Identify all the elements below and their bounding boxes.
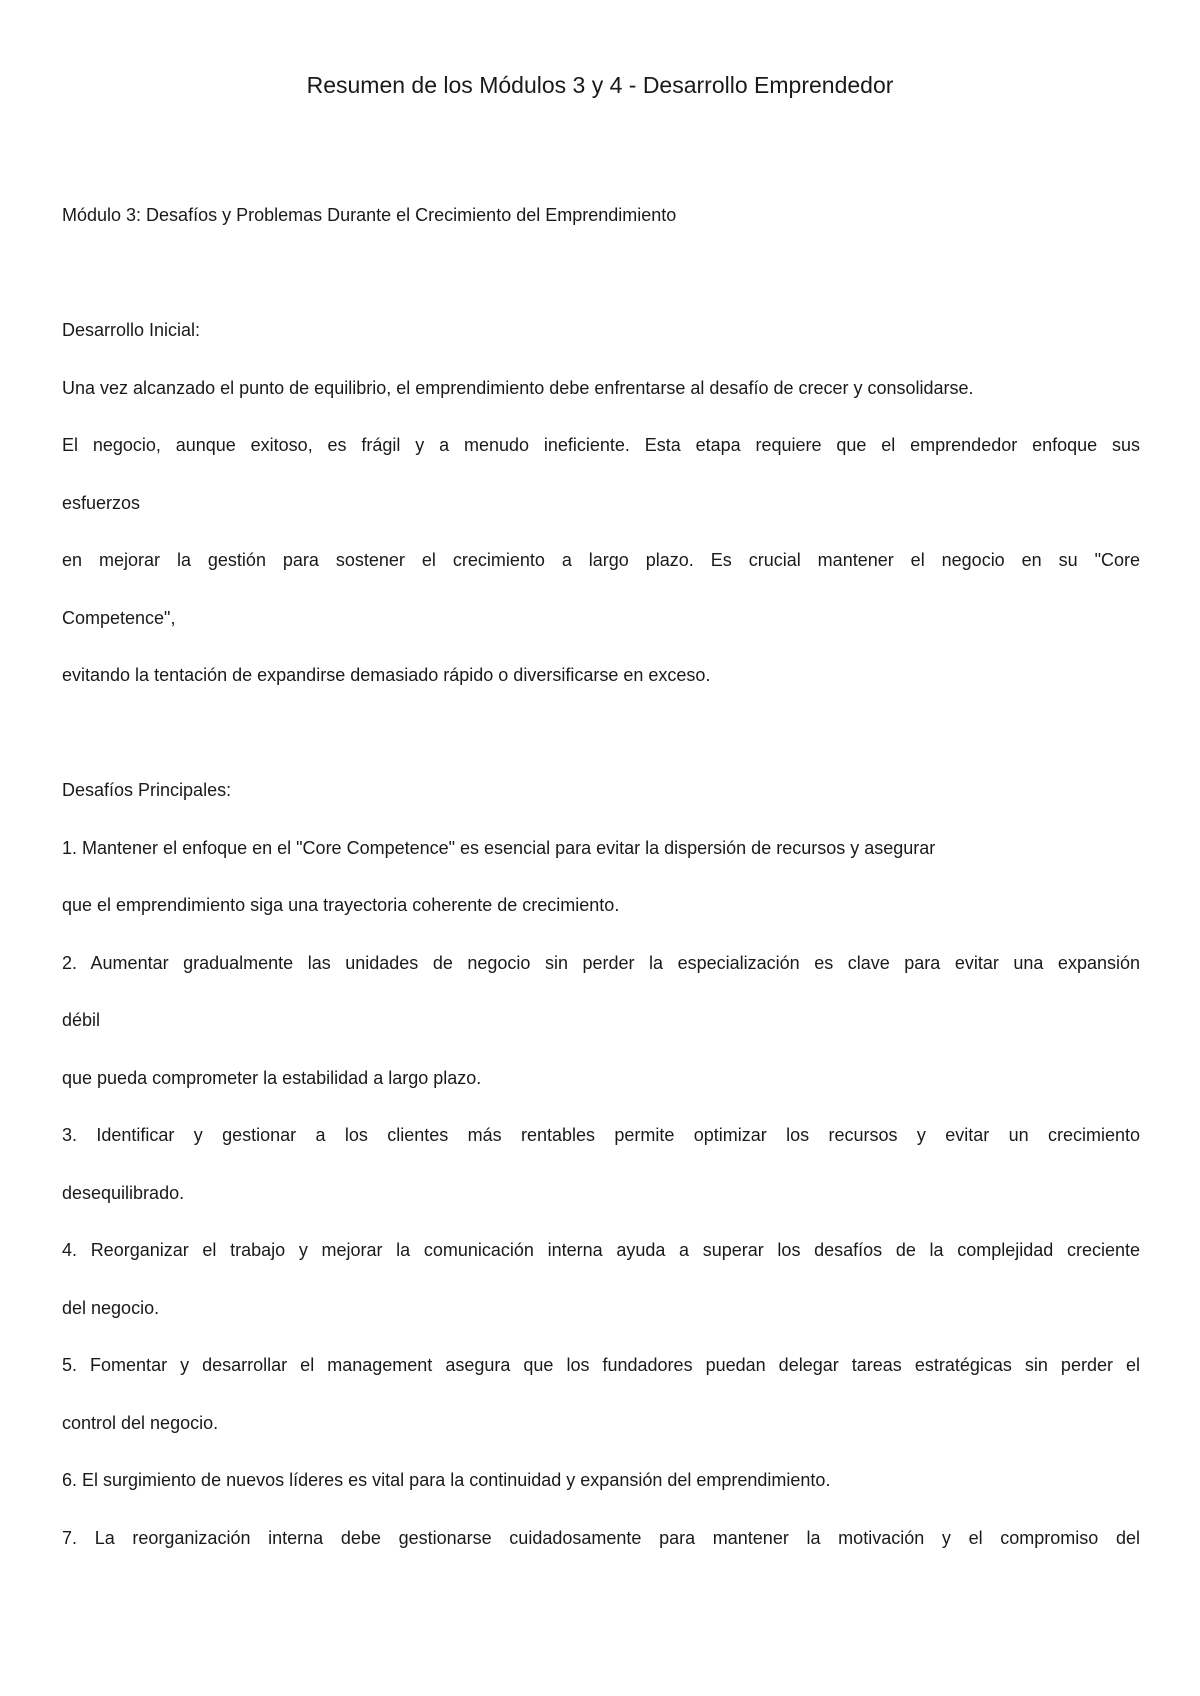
document-body [62,187,1140,1567]
main-challenges-heading: Desafíos Principales: [62,780,232,800]
paragraph-line: en mejorar la gestión para sostener el crecimiento a largo plazo. Es crucial mantener el negocio en su "Core [62,550,1140,570]
spacer [62,705,1140,763]
spacer [62,245,1140,303]
document-title: Resumen de los Módulos 3 y 4 - Desarrollo Emprendedor [306,72,894,98]
list-item-line: débil [62,1010,101,1030]
list-item-line: control del negocio. [62,1412,219,1433]
list-item-line: 1. Mantener el enfoque en el "Core Competence" es esencial para evitar la dispersión de recursos y asegurar [62,837,936,858]
list-item-line: 7. La reorganización interna debe gestionarse cuidadosamente para mantener la motivación y el compromiso del [62,1527,1140,1548]
list-item-line: 5. Fomentar y desarrollar el management asegura que los fundadores puedan delegar tareas estratégicas sin perder el [62,1355,1140,1375]
list-item-line: 3. Identificar y gestionar a los clientes más rentables permite optimizar los recursos y evitar un crecimiento [62,1125,1140,1145]
list-item-line: 4. Reorganizar el trabajo y mejorar la comunicación interna ayuda a superar los desafíos de la complejidad creciente [62,1240,1140,1260]
module3-heading: Módulo 3: Desafíos y Problemas Durante el Crecimiento del Emprendimiento [62,205,677,225]
paragraph-line: esfuerzos [62,492,141,513]
list-item-line: que pueda comprometer la estabilidad a largo plazo. [62,1067,482,1088]
list-item-line: del negocio. [62,1297,160,1318]
paragraph-line: El negocio, aunque exitoso, es frágil y a menudo ineficiente. Esta etapa requiere que el emprendedor enfoque sus [62,435,1140,455]
list-item-line: 6. El surgimiento de nuevos líderes es vital para la continuidad y expansión del emprendimiento. [62,1470,831,1490]
paragraph-line: Competence", [62,607,176,628]
list-item-line: 2. Aumentar gradualmente las unidades de negocio sin perder la especialización es clave para evitar una expansión [62,952,1140,973]
list-item-line: desequilibrado. [62,1182,185,1203]
paragraph-line: evitando la tentación de expandirse demasiado rápido o diversificarse en exceso. [62,665,711,685]
initial-development-heading: Desarrollo Inicial: [62,320,201,340]
list-item-line: que el emprendimiento siga una trayectoria coherente de crecimiento. [62,895,620,915]
paragraph-line: Una vez alcanzado el punto de equilibrio, el emprendimiento debe enfrentarse al desafío de crecer y consolidarse. [62,377,974,398]
